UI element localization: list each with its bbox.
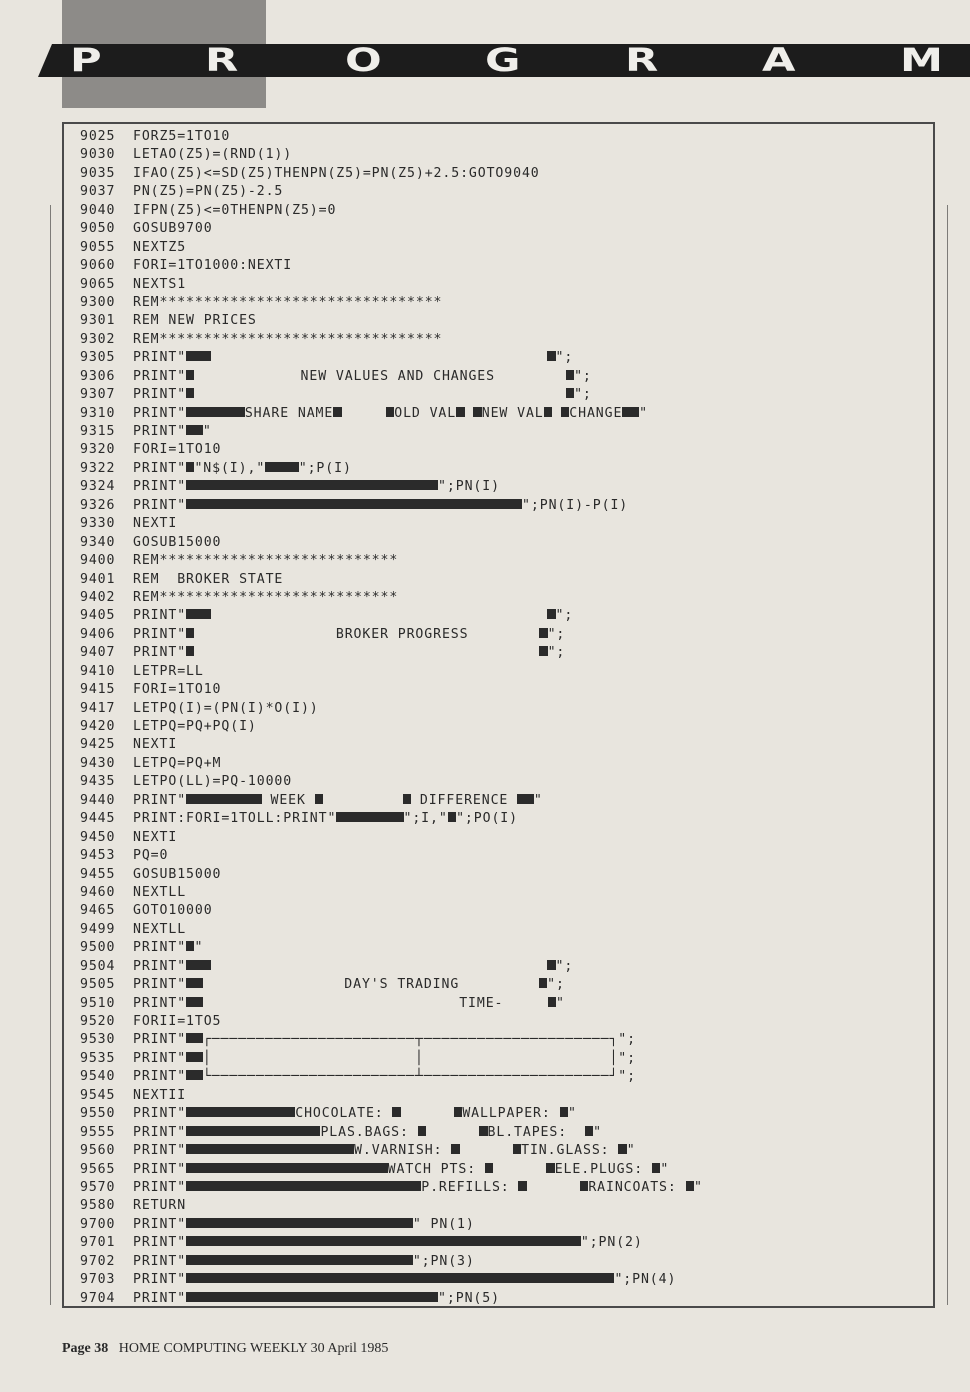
- control-code-block: [618, 1144, 626, 1154]
- listing-line: [80, 165, 930, 183]
- listing-line: [80, 829, 930, 847]
- banner-letter: R: [625, 41, 659, 79]
- line-number: 9060: [80, 258, 116, 274]
- line-number: 9315: [80, 424, 116, 439]
- control-code-block: [580, 1181, 588, 1191]
- control-code-block: [418, 1126, 426, 1136]
- line-number: 9555: [80, 1124, 116, 1140]
- margin-rule-right: [947, 205, 948, 1305]
- control-code-block: [336, 812, 403, 822]
- line-code: PRINT" "N$(I)," ";P(I): [133, 460, 352, 476]
- line-code: GOTO10000: [133, 903, 213, 919]
- line-code: FORI=1TO1000:NEXTI: [133, 258, 293, 274]
- line-number: 9520: [80, 1014, 116, 1029]
- line-code: PRINT" └───────────────────────┴─────────────────────┘";: [133, 1069, 636, 1085]
- line-number: 9065: [80, 276, 116, 292]
- line-number: 9499: [80, 921, 116, 937]
- listing-line: [80, 810, 930, 828]
- line-number: 9535: [80, 1050, 116, 1066]
- line-number: 9704: [80, 1290, 116, 1306]
- control-code-block: [686, 1181, 694, 1191]
- line-code: RETURN: [133, 1198, 187, 1214]
- listing-line: [80, 1087, 930, 1105]
- line-code: NEXTS1: [133, 276, 187, 292]
- control-code-block: [544, 407, 552, 417]
- listing-line: [80, 239, 930, 257]
- control-code-block: [456, 407, 464, 417]
- line-code: PRINT" ";PN(2): [133, 1235, 643, 1251]
- banner-letter: O: [345, 41, 382, 79]
- line-number: 9453: [80, 848, 116, 864]
- line-code: PRINT" ";PN(I)-P(I): [133, 497, 629, 513]
- line-number: 9417: [80, 700, 116, 716]
- listing-line: [80, 1105, 930, 1123]
- banner-letter: R: [205, 41, 239, 79]
- line-code: REM********************************: [133, 294, 443, 310]
- line-number: 9435: [80, 774, 116, 790]
- listing-line: [80, 478, 930, 496]
- line-number: 9440: [80, 792, 116, 808]
- line-code: PRINT" ";: [133, 350, 574, 366]
- line-number: 9420: [80, 719, 116, 734]
- line-code: PRINT" W.VARNISH: TIN.GLASS: ": [133, 1143, 636, 1159]
- line-number: 9465: [80, 903, 116, 919]
- control-code-block: [186, 388, 194, 398]
- control-code-block: [186, 480, 438, 490]
- control-code-block: [547, 351, 555, 361]
- line-code: PRINT" " PN(1): [133, 1216, 475, 1232]
- control-code-block: [547, 609, 555, 619]
- publication-line: HOME COMPUTING WEEKLY 30 April 1985: [118, 1341, 389, 1356]
- margin-rule-left: [50, 205, 51, 1305]
- line-code: NEXTI: [133, 516, 178, 532]
- listing-line: [80, 921, 930, 939]
- control-code-block: [539, 628, 547, 638]
- line-number: 9301: [80, 313, 116, 329]
- line-code: LETPQ(I)=(PN(I)*O(I)): [133, 700, 319, 716]
- line-number: 9055: [80, 239, 116, 255]
- control-code-block: [517, 794, 534, 804]
- line-code: NEXTII: [133, 1087, 187, 1103]
- line-code: PRINT" SHARE NAME OLD VAL NEW VAL CHANGE ": [133, 405, 648, 421]
- listing-line: [80, 755, 930, 773]
- listing-line: [80, 995, 930, 1013]
- line-number: 9324: [80, 479, 116, 495]
- control-code-block: [186, 407, 245, 417]
- control-code-block: [566, 370, 574, 380]
- line-number: 9445: [80, 811, 116, 827]
- line-number: 9505: [80, 977, 116, 993]
- line-number: 9300: [80, 294, 116, 310]
- line-code: PRINT" ": [133, 424, 212, 439]
- line-code: NEXTLL: [133, 884, 187, 900]
- line-code: PRINT" ";: [133, 645, 566, 661]
- control-code-block: [186, 941, 194, 951]
- listing-line: [80, 1124, 930, 1142]
- line-number: 9510: [80, 995, 116, 1011]
- line-code: PRINT" DAY'S TRADING ";: [133, 977, 565, 993]
- listing-line: [80, 571, 930, 589]
- listing-line: [80, 405, 930, 423]
- line-number: 9425: [80, 737, 116, 753]
- listing-line: [80, 1234, 930, 1252]
- control-code-block: [448, 812, 456, 822]
- control-code-block: [315, 794, 323, 804]
- listing-line: [80, 534, 930, 552]
- line-number: 9504: [80, 958, 116, 974]
- listing-line: [80, 497, 930, 515]
- banner-letter: A: [762, 41, 796, 79]
- line-code: GOSUB15000: [133, 866, 222, 882]
- listing-line: [80, 847, 930, 865]
- line-code: REM***************************: [133, 589, 399, 605]
- control-code-block: [186, 1181, 421, 1191]
- line-number: 9400: [80, 553, 116, 569]
- line-number: 9307: [80, 387, 116, 403]
- control-code-block: [548, 997, 556, 1007]
- listing-line: [80, 515, 930, 533]
- control-code-block: [485, 1163, 493, 1173]
- line-code: IFPN(Z5)<=0THENPN(Z5)=0: [133, 202, 337, 218]
- listing-line: [80, 1253, 930, 1271]
- line-number: 9030: [80, 147, 116, 163]
- control-code-block: [186, 1144, 354, 1154]
- line-number: 9565: [80, 1161, 116, 1177]
- listing-line: [80, 1050, 930, 1068]
- control-code-block: [186, 1273, 614, 1283]
- listing-line: [80, 792, 930, 810]
- banner-letter: P: [70, 41, 102, 79]
- line-number: 9540: [80, 1069, 116, 1085]
- control-code-block: [539, 646, 547, 656]
- line-number: 9405: [80, 608, 116, 624]
- listing-line: [80, 939, 930, 957]
- control-code-block: [186, 628, 194, 638]
- listing-line: [80, 884, 930, 902]
- line-number: 9460: [80, 884, 116, 900]
- line-number: 9037: [80, 184, 116, 200]
- control-code-block: [186, 1218, 413, 1228]
- page-number: Page 38: [62, 1341, 109, 1356]
- control-code-block: [560, 1107, 568, 1117]
- line-code: REM NEW PRICES: [133, 313, 257, 329]
- line-number: 9455: [80, 866, 116, 882]
- banner-letter: G: [485, 41, 521, 79]
- listing-line: [80, 1271, 930, 1289]
- control-code-block: [265, 462, 299, 472]
- listing-line: [80, 460, 930, 478]
- control-code-block: [186, 997, 203, 1007]
- line-code: GOSUB9700: [133, 221, 213, 237]
- line-code: PRINT" WATCH PTS: ELE.PLUGS: ": [133, 1161, 670, 1177]
- line-number: 9320: [80, 442, 116, 458]
- line-number: 9306: [80, 368, 116, 384]
- control-code-block: [386, 407, 394, 417]
- banner-letter: M: [900, 41, 943, 79]
- line-code: LETPQ=PQ+PQ(I): [133, 719, 257, 734]
- control-code-block: [186, 978, 203, 988]
- listing-line: [80, 349, 930, 367]
- line-code: FORZ5=1TO10: [133, 129, 231, 144]
- control-code-block: [539, 978, 547, 988]
- listing-line: [80, 1161, 930, 1179]
- line-code: PRINT" ";PN(4): [133, 1272, 677, 1288]
- listing-line: [80, 1068, 930, 1086]
- line-code: PRINT" │ │ │";: [133, 1050, 636, 1066]
- listing-line: [80, 1013, 930, 1031]
- listing-line: [80, 202, 930, 220]
- listing-line: [80, 368, 930, 386]
- listing-line: [80, 958, 930, 976]
- control-code-block: [186, 960, 211, 970]
- line-code: FORII=1TO5: [133, 1014, 222, 1029]
- listing-line: [80, 1216, 930, 1234]
- listing-line: [80, 1197, 930, 1215]
- line-number: 9570: [80, 1179, 116, 1195]
- line-number: 9401: [80, 571, 116, 587]
- listing-line: [80, 589, 930, 607]
- listing-line: [80, 312, 930, 330]
- line-code: PN(Z5)=PN(Z5)-2.5: [133, 184, 284, 200]
- line-number: 9580: [80, 1198, 116, 1214]
- line-code: REM BROKER STATE: [133, 571, 284, 587]
- program-banner-letters: [62, 41, 970, 79]
- line-number: 9545: [80, 1087, 116, 1103]
- line-number: 9700: [80, 1216, 116, 1232]
- line-code: PRINT" ";: [133, 608, 574, 624]
- control-code-block: [186, 794, 262, 804]
- control-code-block: [473, 407, 481, 417]
- page-footer: [62, 1341, 388, 1357]
- control-code-block: [561, 407, 569, 417]
- line-number: 9330: [80, 516, 116, 532]
- control-code-block: [186, 609, 211, 619]
- control-code-block: [546, 1163, 554, 1173]
- control-code-block: [186, 1126, 320, 1136]
- control-code-block: [186, 425, 203, 435]
- listing-line: [80, 441, 930, 459]
- line-number: 9410: [80, 663, 116, 679]
- control-code-block: [186, 1052, 203, 1062]
- line-code: FORI=1TO10: [133, 682, 222, 698]
- listing-line: [80, 866, 930, 884]
- listing-line: [80, 1179, 930, 1197]
- line-number: 9302: [80, 331, 116, 347]
- control-code-block: [652, 1163, 660, 1173]
- line-code: GOSUB15000: [133, 534, 222, 550]
- line-code: REM********************************: [133, 331, 443, 347]
- line-number: 9415: [80, 682, 116, 698]
- line-code: PRINT" TIME- ": [133, 995, 565, 1011]
- line-number: 9430: [80, 755, 116, 771]
- line-code: PRINT" ";PN(I): [133, 479, 500, 495]
- line-code: NEXTLL: [133, 921, 187, 937]
- control-code-block: [566, 388, 574, 398]
- control-code-block: [186, 370, 194, 380]
- line-code: FORI=1TO10: [133, 442, 222, 458]
- control-code-block: [186, 462, 194, 472]
- control-code-block: [186, 1033, 203, 1043]
- control-code-block: [186, 1070, 203, 1080]
- line-number: 9450: [80, 829, 116, 845]
- listing-line: [80, 607, 930, 625]
- listing-line: [80, 1290, 930, 1308]
- listing-line: [80, 423, 930, 441]
- control-code-block: [186, 351, 211, 361]
- control-code-block: [186, 1107, 295, 1117]
- listing-line: [80, 183, 930, 201]
- line-code: PRINT" BROKER PROGRESS ";: [133, 626, 566, 642]
- line-code: REM***************************: [133, 553, 399, 569]
- listing-line: [80, 276, 930, 294]
- line-number: 9407: [80, 645, 116, 661]
- listing-line: [80, 220, 930, 238]
- line-number: 9305: [80, 350, 116, 366]
- line-code: PRINT" ┌───────────────────────┬─────────────────────┐";: [133, 1032, 636, 1048]
- line-number: 9703: [80, 1272, 116, 1288]
- listing-line: [80, 257, 930, 275]
- line-code: LETPO(LL)=PQ-10000: [133, 774, 293, 790]
- line-code: PRINT" ";PN(5): [133, 1290, 500, 1306]
- line-number: 9550: [80, 1106, 116, 1122]
- line-number: 9406: [80, 626, 116, 642]
- control-code-block: [622, 407, 639, 417]
- listing-line: [80, 146, 930, 164]
- line-number: 9025: [80, 129, 116, 144]
- line-number: 9040: [80, 202, 116, 218]
- control-code-block: [333, 407, 341, 417]
- line-number: 9701: [80, 1235, 116, 1251]
- line-number: 9310: [80, 405, 116, 421]
- line-code: PRINT" ";: [133, 387, 592, 403]
- listing-line: [80, 626, 930, 644]
- listing-line: [80, 294, 930, 312]
- listing-line: [80, 644, 930, 662]
- line-code: NEXTI: [133, 829, 178, 845]
- basic-listing: [80, 128, 930, 1308]
- line-number: 9050: [80, 221, 116, 237]
- listing-line: [80, 331, 930, 349]
- line-code: PRINT" ";PN(3): [133, 1253, 475, 1269]
- listing-line: [80, 552, 930, 570]
- line-number: 9702: [80, 1253, 116, 1269]
- listing-line: [80, 663, 930, 681]
- line-code: LETPR=LL: [133, 663, 204, 679]
- control-code-block: [186, 1236, 581, 1246]
- line-code: IFAO(Z5)<=SD(Z5)THENPN(Z5)=PN(Z5)+2.5:GOTO9040: [133, 165, 540, 181]
- control-code-block: [547, 960, 555, 970]
- line-code: PRINT" PLAS.BAGS: BL.TAPES: ": [133, 1124, 602, 1140]
- control-code-block: [451, 1144, 459, 1154]
- line-code: PRINT" WEEK DIFFERENCE ": [133, 792, 543, 808]
- control-code-block: [585, 1126, 593, 1136]
- listing-line: [80, 976, 930, 994]
- line-code: PRINT" P.REFILLS: RAINCOATS: ": [133, 1179, 703, 1195]
- line-number: 9530: [80, 1032, 116, 1048]
- control-code-block: [518, 1181, 526, 1191]
- control-code-block: [186, 646, 194, 656]
- listing-line: [80, 128, 930, 146]
- line-code: PRINT" ": [133, 940, 204, 956]
- control-code-block: [513, 1144, 521, 1154]
- control-code-block: [454, 1107, 462, 1117]
- listing-line: [80, 681, 930, 699]
- line-number: 9340: [80, 534, 116, 550]
- line-number: 9500: [80, 940, 116, 956]
- line-number: 9402: [80, 589, 116, 605]
- line-code: PRINT" NEW VALUES AND CHANGES ";: [133, 368, 592, 384]
- line-code: NEXTZ5: [133, 239, 187, 255]
- listing-line: [80, 736, 930, 754]
- line-code: NEXTI: [133, 737, 178, 753]
- listing-line: [80, 386, 930, 404]
- listing-line: [80, 1142, 930, 1160]
- line-number: 9326: [80, 497, 116, 513]
- line-number: 9035: [80, 165, 116, 181]
- line-code: PRINT" ";: [133, 958, 574, 974]
- listing-line: [80, 902, 930, 920]
- line-number: 9322: [80, 460, 116, 476]
- line-code: PQ=0: [133, 848, 169, 864]
- control-code-block: [186, 499, 522, 509]
- control-code-block: [186, 1292, 438, 1302]
- control-code-block: [186, 1255, 413, 1265]
- line-code: LETAO(Z5)=(RND(1)): [133, 147, 293, 163]
- control-code-block: [479, 1126, 487, 1136]
- listing-line: [80, 773, 930, 791]
- control-code-block: [186, 1163, 388, 1173]
- listing-line: [80, 1031, 930, 1049]
- line-code: PRINT" CHOCOLATE: WALLPAPER: ": [133, 1106, 577, 1122]
- listing-line: [80, 718, 930, 736]
- line-code: PRINT:FORI=1TOLL:PRINT" ";I," ";PO(I): [133, 811, 518, 827]
- line-number: 9560: [80, 1143, 116, 1159]
- line-code: LETPQ=PQ+M: [133, 755, 222, 771]
- control-code-block: [392, 1107, 400, 1117]
- listing-line: [80, 700, 930, 718]
- control-code-block: [403, 794, 411, 804]
